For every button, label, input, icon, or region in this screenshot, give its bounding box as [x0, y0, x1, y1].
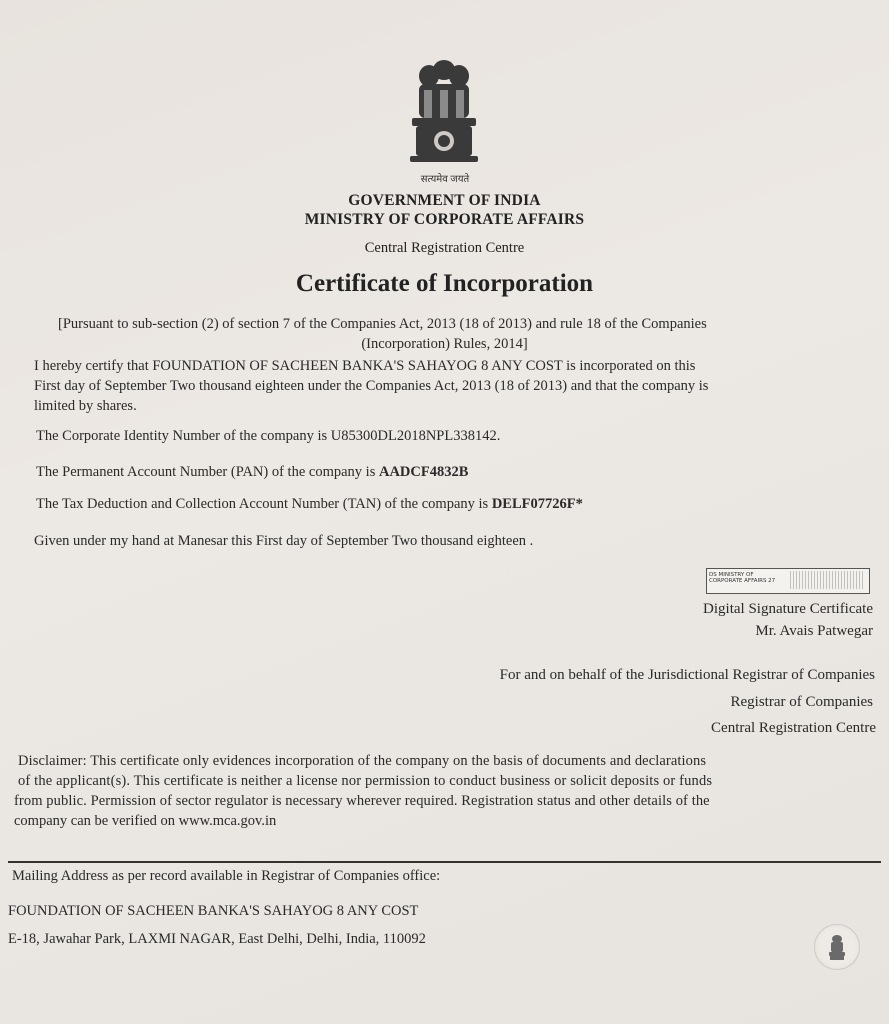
emblem-motto: सत्यमेव जयते	[420, 174, 470, 185]
given-under-hand: Given under my hand at Manesar this First day of September Two thousand eighteen .	[34, 533, 534, 549]
header-ministry: MINISTRY OF CORPORATE AFFAIRS	[304, 211, 585, 228]
signature-hatch	[790, 571, 864, 589]
tan-label: The Tax Deduction and Collection Account Number (TAN) of the company is	[36, 496, 489, 512]
seal-emblem-icon	[815, 925, 859, 969]
divider	[8, 861, 881, 863]
pursuant-line-1: [Pursuant to sub-section (2) of section 7 of the Companies Act, 2013 (18 of 2013) and rule 18 of the Companies	[58, 316, 707, 332]
certificate-title: Certificate of Incorporation	[295, 270, 594, 297]
disclaimer-line-1: Disclaimer: This certificate only evidences incorporation of the company on the basis of documents and declarations	[18, 753, 707, 769]
signatory-centre: Central Registration Centre	[711, 720, 876, 736]
mailing-heading: Mailing Address as per record available in Registrar of Companies office:	[12, 868, 441, 884]
national-emblem-icon	[402, 56, 486, 174]
signatory-behalf: For and on behalf of the Jurisdictional Registrar of Companies	[499, 667, 875, 683]
tan-row	[36, 494, 876, 515]
mailing-company: FOUNDATION OF SACHEEN BANKA'S SAHAYOG 8 ANY COST	[8, 903, 419, 919]
mailing-address: E-18, Jawahar Park, LAXMI NAGAR, East Delhi, Delhi, India, 110092	[8, 931, 426, 947]
signatory-dsc: Digital Signature Certificate	[703, 601, 873, 617]
cin-row	[36, 426, 876, 447]
certify-line-1: I hereby certify that FOUNDATION OF SACHEEN BANKA'S SAHAYOG 8 ANY COST is incorporated on this	[34, 358, 696, 374]
certify-line-3: limited by shares.	[34, 398, 137, 414]
cin-value: U85300DL2018NPL338142.	[330, 428, 501, 444]
disclaimer-line-2: of the applicant(s). This certificate is neither a license nor permission to conduct business or solicit deposits or funds	[18, 773, 713, 789]
certify-line-2: First day of September Two thousand eighteen under the Companies Act, 2013 (18 of 2013) and that the company is	[34, 378, 709, 394]
header-centre: Central Registration Centre	[364, 240, 525, 256]
signature-stamp-text	[709, 572, 789, 584]
signatory-role: Registrar of Companies	[730, 694, 873, 710]
pursuant-line-2: (Incorporation) Rules, 2014]	[361, 336, 528, 352]
pan-value: AADCF4832B	[378, 464, 469, 480]
pan-row	[36, 462, 876, 483]
signatory-name: Mr. Avais Patwegar	[755, 623, 873, 639]
cin-label: The Corporate Identity Number of the company is	[36, 428, 328, 444]
disclaimer-line-3: from public. Permission of sector regulator is necessary wherever required. Registration status and other details of the	[14, 793, 710, 809]
tan-value: DELF07726F*	[491, 496, 583, 512]
emblem-seal-icon	[814, 924, 860, 970]
pan-label: The Permanent Account Number (PAN) of the company is	[36, 464, 376, 480]
signature-stamp-line-2: CORPORATE AFFAIRS 27	[709, 578, 776, 584]
header-government: GOVERNMENT OF INDIA	[348, 192, 541, 209]
disclaimer-line-4: company can be verified on www.mca.gov.in	[14, 813, 277, 829]
signature-stamp-line-1: DS MINISTRY OF	[709, 572, 754, 578]
